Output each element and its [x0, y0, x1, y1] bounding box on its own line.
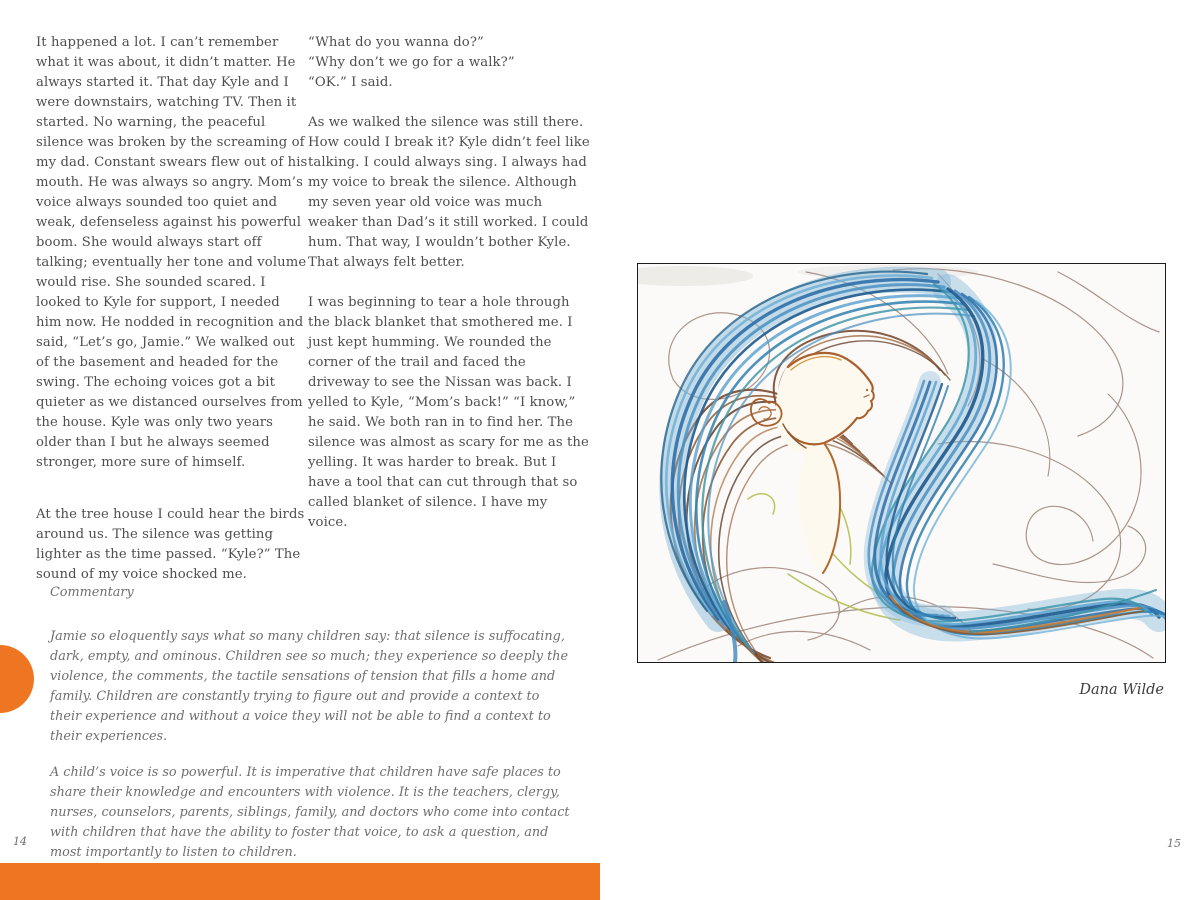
story-column-2: [308, 33, 590, 533]
story-paragraph: At the tree house I could hear the birds around us. The silence was getting lighter as the time passed. “Kyle?” The sound of my voice shocked me.: [36, 507, 305, 582]
orange-footer-bar: [0, 863, 600, 900]
commentary-paragraph: A child’s voice is so powerful. It is imperative that children have safe places to share their knowledge and encounters with violence. It is the teachers, clergy, nurses, counselors, parents, siblings, family, and doctors who come into contact with children that have the ability to foster that voice, to ask a question, and most importantly to listen to children.: [50, 765, 570, 860]
dialogue-line: “OK.” I said.: [308, 75, 393, 90]
story-paragraph: I was beginning to tear a hole through the black blanket that smothered me. I just kept humming. We rounded the corner of the trail and faced the driveway to see the Nissan was back. I yelled to Kyle, “Mom’s back!” “I know,” he said. We both ran in to find her. The silence was almost as scary for me as the yelling. It was harder to break. But I have a tool that can cut through that so called blanket of silence. I have my voice.: [308, 295, 589, 530]
artwork-drawing: [638, 264, 1165, 662]
dialogue-line: “What do you wanna do?”: [308, 35, 484, 50]
artwork-caption: Dana Wilde: [1079, 682, 1164, 698]
story-paragraph: It happened a lot. I can’t remember what it was about, it didn’t matter. He always started it. That day Kyle and I were downstairs, watching TV. Then it started. No warning, the peaceful silence was broken by the screaming of my dad. Constant swears flew out of his mouth. He was always so angry. Mom’s voice always sounded too quiet and weak, defenseless against his powerful boom. She would always start off talking; eventually her tone and volume would rise. She sounded scared. I looked to Kyle for support, I needed him now. He nodded in recognition and said, “Let’s go, Jamie.” We walked out of the basement and headed for the swing. The echoing voices got a bit quieter as we distanced ourselves from the house. Kyle was only two years older than I but he always seemed stronger, more sure of himself.: [36, 35, 308, 470]
artwork-frame: [637, 263, 1166, 663]
page-number-left: 14: [13, 835, 27, 848]
dialogue-line: “Why don’t we go for a walk?”: [308, 55, 515, 70]
orange-semicircle-decoration: [0, 645, 34, 713]
story-column-1: [36, 33, 309, 585]
story-paragraph: As we walked the silence was still there. How could I break it? Kyle didn’t feel like talking. I could always sing. I always had my voice to break the silence. Although my seven year old voice was much weaker than Dad’s it still worked. I could hum. That way, I wouldn’t bother Kyle. That always felt better.: [308, 115, 590, 270]
commentary-section: [50, 583, 570, 863]
commentary-paragraph: Jamie so eloquently says what so many children say: that silence is suffocating, dark, empty, and ominous. Children see so much; they experience so deeply the violence, the comments, the tactile sensations of tension that fills a home and family. Children are constantly trying to figure out and provide a context to their experience and without a voice they will not be able to find a context to their experiences.: [50, 629, 569, 744]
commentary-heading: Commentary: [50, 585, 134, 600]
page-number-right: 15: [1167, 837, 1181, 850]
